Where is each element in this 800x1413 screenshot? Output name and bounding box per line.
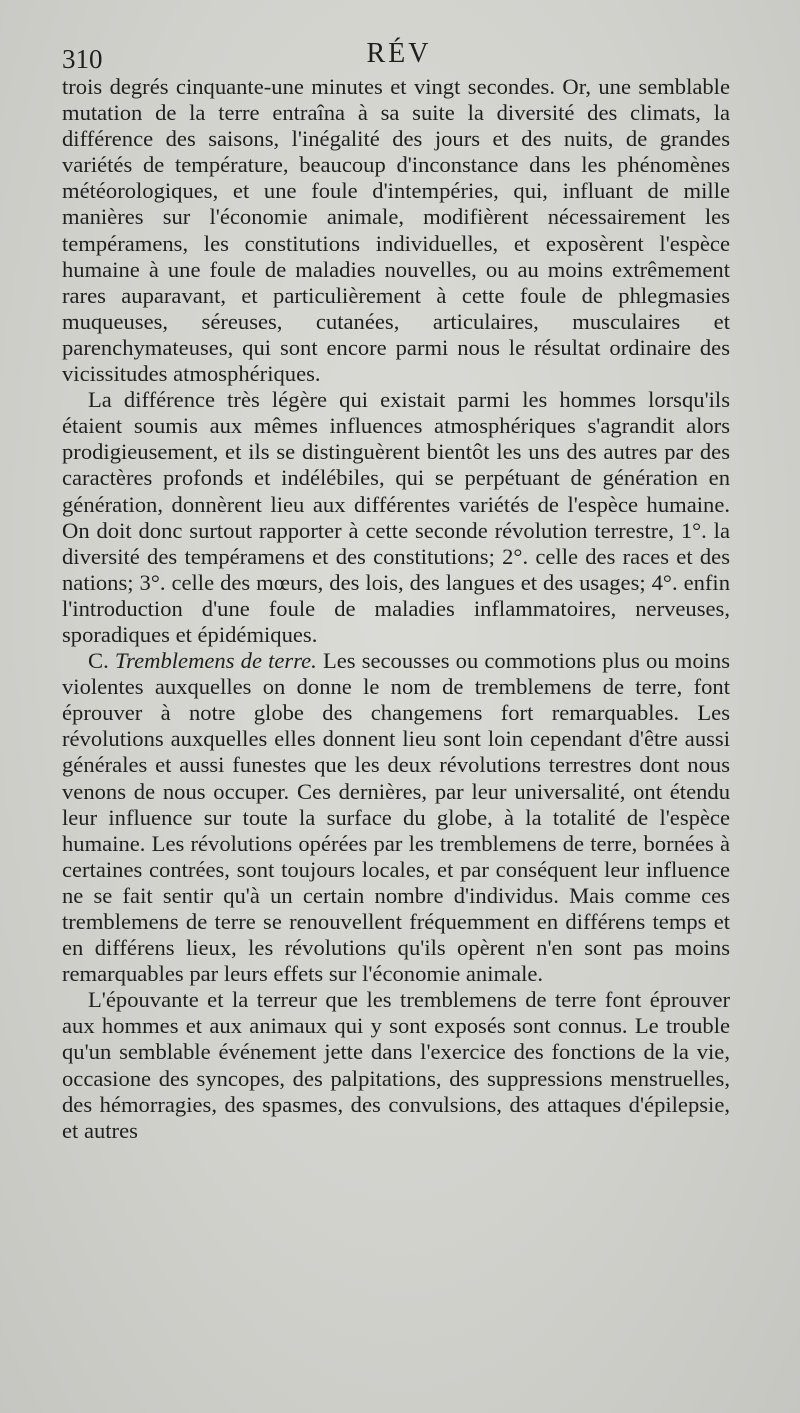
paragraph-3-text: Les secousses ou commotions plus ou moins violentes auxquelles on donne le nom de tremblemens de terre, font éprouver à notre globe des changemens fort remarquables. Les révolutions auxquelles elles donnent lieu sont loin cependant d'être aussi générales et aussi funestes que les deux révolutions terrestres dont nous venons de nous occuper. Ces dernières, par leur universalité, ont étendu leur influence sur toute la surface du globe, à la totalité de l'espèce humaine. Les révolutions opérées par les tremblemens de terre, bornées à certaines contrées, sont toujours locales, et par conséquent leur influence ne se fait sentir qu'à un certain nombre d'individus. Mais comme ces tremblemens de terre se renouvellent fréquemment en différens temps et en différens lieux, les révolutions qu'ils opèrent n'en sont pas moins remarquables par leurs effets sur l'économie animale.	[62, 648, 730, 987]
body-text	[62, 74, 730, 1144]
section-letter: C.	[88, 648, 115, 674]
paragraph-2: La différence très légère qui existait parmi les hommes lorsqu'ils étaient soumis aux mêmes influences atmosphériques s'agrandit alors prodigieusement, et ils se distinguèrent bientôt les uns des autres par des caractères profonds et indélébiles, qui se perpétuant de génération en génération, donnèrent lieu aux différentes variétés de l'espèce humaine. On doit donc surtout rapporter à cette seconde révolution terrestre, 1°. la diversité des tempéramens et des constitutions; 2°. celle des races et des nations; 3°. celle des mœurs, des lois, des langues et des usages; 4°. enfin l'introduction d'une foule de maladies inflammatoires, nerveuses, sporadiques et épidémiques.	[62, 387, 730, 647]
page-number: 310	[62, 44, 103, 74]
paragraph-3	[62, 648, 730, 987]
running-head	[62, 38, 736, 78]
paragraph-1: trois degrés cinquante-une minutes et vingt secondes. Or, une semblable mutation de la terre entraîna à sa suite la diversité des climats, la différence des saisons, l'inégalité des jours et des nuits, de grandes variétés de température, beaucoup d'inconstance dans les phénomènes météorologiques, et une foule d'intempéries, qui, influant de mille manières sur l'économie animale, modifièrent nécessairement les tempéramens, les constitutions individuelles, et exposèrent l'espèce humaine à une foule de maladies nouvelles, ou au moins extrêmement rares auparavant, et particulièrement à cette foule de phlegmasies muqueuses, séreuses, cutanées, articulaires, musculaires et parenchymateuses, qui sont encore parmi nous le résultat ordinaire des vicissitudes atmosphériques.	[62, 74, 730, 387]
paragraph-4: L'épouvante et la terreur que les tremblemens de terre font éprouver aux hommes et aux animaux qui y sont exposés sont connus. Le trouble qu'un semblable événement jette dans l'exercice des fonctions de la vie, occasione des syncopes, des palpitations, des suppressions menstruelles, des hémorragies, des spasmes, des convulsions, des attaques d'épilepsie, et autres	[62, 987, 730, 1143]
section-heading: Tremblemens de terre.	[114, 648, 317, 674]
running-title: RÉV	[366, 38, 432, 69]
